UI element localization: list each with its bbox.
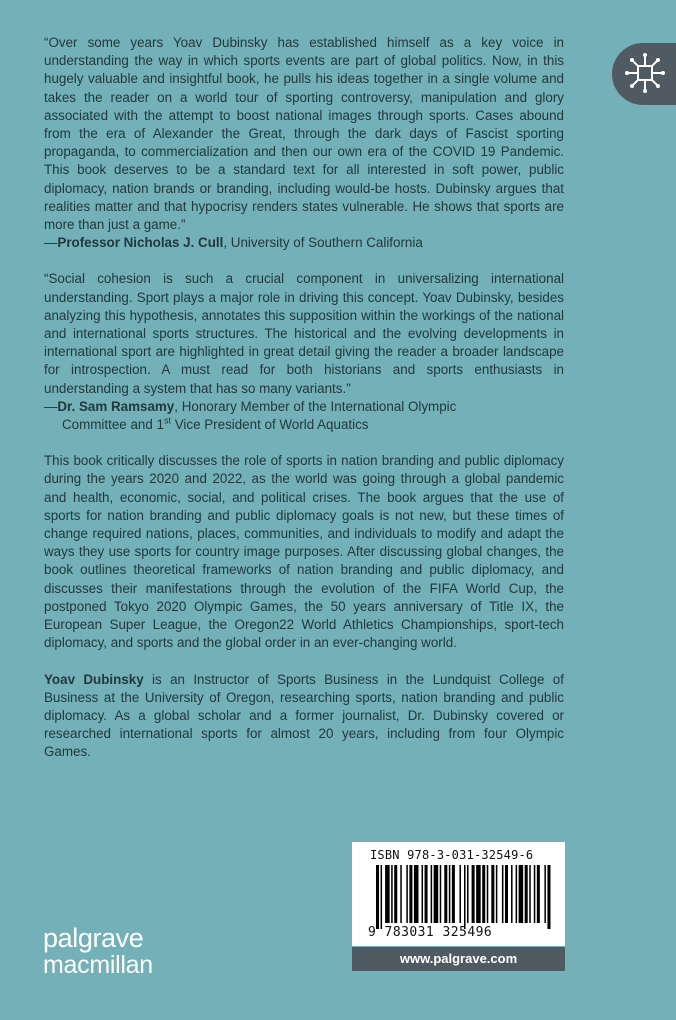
barcode-bar [381,865,383,929]
ordinal-superscript: st [163,415,171,426]
spacer [44,653,564,671]
barcode-bar [431,865,433,923]
attribution-ramsamy [44,398,564,434]
publisher-url: www.palgrave.com [352,947,565,971]
attribution-affiliation: , University of Southern California [223,235,423,251]
barcode-bar [487,865,489,923]
spacer [44,252,564,270]
publisher-logo [43,925,153,978]
barcode-bar [496,865,498,923]
attribution-line2-after: Vice President of World Aquatics [170,417,369,433]
barcode-bar [394,865,397,923]
logo-line-macmillan: macmillan [43,951,153,979]
author-name: Yoav Dubinsky [44,671,144,687]
barcode-bar [400,865,402,923]
barcode-bar [491,865,494,923]
isbn-barcode-panel [352,842,565,946]
barcode-graphic [376,865,552,929]
back-cover-text [44,34,564,762]
logo-line-palgrave: palgrave [43,923,144,953]
barcode-bar [519,865,524,923]
barcode-bar [440,865,442,923]
barcode-bar [502,865,504,923]
author-bio [44,671,564,762]
attribution-name: Professor Nicholas J. Cull [57,235,224,251]
publisher-badge [612,43,676,105]
barcode-bar [459,865,461,923]
barcode-bar [434,865,439,923]
network-node-icon [624,52,666,94]
barcode-bar [472,865,475,923]
barcode-bar [534,865,536,923]
barcode-bar [409,865,412,923]
attribution-line2 [44,416,564,434]
barcode-bar [452,865,455,923]
barcode-bar [547,865,550,929]
attribution-dash: — [44,398,58,414]
isbn-label: ISBN 978-3-031-32549-6 [370,848,534,862]
isbn-barcode-digits: 9 783031 325496 [368,925,493,940]
barcode-bar [516,865,518,923]
quote-ramsamy: “Social cohesion is such a crucial component in universalizing international understanding. Sport plays a major role in driving this concept. Yoav Dubinsky, besides analyzing this hypothesis, annotates this supposition within the workings of the national and international sports structures. The historical and the evolving developments in international sport are highlighted in great detail giving the reader a broader landscape for introspection. A must read for both historians and sports enthusiasts in understanding a system that has so many variants.” [44,271,564,396]
barcode-bar [511,865,513,923]
barcode-bar [422,865,424,923]
barcode-bar [482,865,485,923]
barcode-bar [425,865,428,923]
attribution-cull [44,234,564,252]
barcode-bar [464,865,466,929]
barcode-bar [544,865,546,923]
barcode-bar [467,865,469,923]
barcode-bar [385,865,390,923]
attribution-line1: , Honorary Member of the International Olympic [174,398,457,414]
quote-cull: “Over some years Yoav Dubinsky has established himself as a key voice in understanding the way in which sports events are part of global politics. Now, in this hugely valuable and insightful book, he pulls his ideas together in a single volume and takes the reader on a world tour of sporting controversy, manipulation and glory associated with the attempt to boost national images through sports. Cases abound from the era of Alexander the Great, through the dark days of Fascist sporting propaganda, to commercialization and then our own era of the COVID 19 Pandemic. This book deserves to be a standard text for all interested in soft power, public diplomacy, nation brands or branding, including would-be hosts. Dubinsky argues that realities matter and that hypocrisy renders states vulnerable. He shows that sports are more than just a game.” [44,35,564,233]
barcode-bar [529,865,531,923]
barcode-bar [449,865,451,923]
barcode-bar [406,865,408,923]
barcode-bar [414,865,419,923]
barcode-bar [537,865,540,923]
barcode-bar [525,865,528,923]
attribution-name: Dr. Sam Ramsamy [57,398,175,414]
barcode-bar [476,865,481,923]
attribution-dash: — [44,235,58,251]
barcode-bar [444,865,447,923]
barcode-bar [391,865,393,923]
barcode-bar [376,865,379,929]
barcode-bar [505,865,508,923]
author-bio-text: is an Instructor of Sports Business in the Lundquist College of Business at the University of Oregon, researching sports, nation branding and public diplomacy. As a global scholar and a former journalist, Dr. Dubinsky covered or researched international sports for almost 20 years, including from four Olympic Games. [44,671,564,760]
book-description: This book critically discusses the role of sports in nation branding and public diplomacy during the years 2020 and 2022, as the world was going through a global pandemic and health, economic, social, and political crises. The book argues that the use of sports for nation branding and public diplomacy goals is not new, but these times of change required nations, places, communities, and individuals to modify and adapt the ways they use sports for country image purposes. After discussing global changes, the book outlines theoretical frameworks of nation branding and public diplomacy, and discusses their manifestations through the evolution of the FIFA World Cup, the postponed Tokyo 2020 Olympic Games, the 50 years anniversary of Title IX, the European Super League, the Oregon22 World Athletics Championships, sport-tech diplomacy, and sports and the global order in an ever-changing world. [44,453,564,651]
spacer [44,434,564,452]
attribution-line2-before: Committee and 1 [62,417,164,433]
